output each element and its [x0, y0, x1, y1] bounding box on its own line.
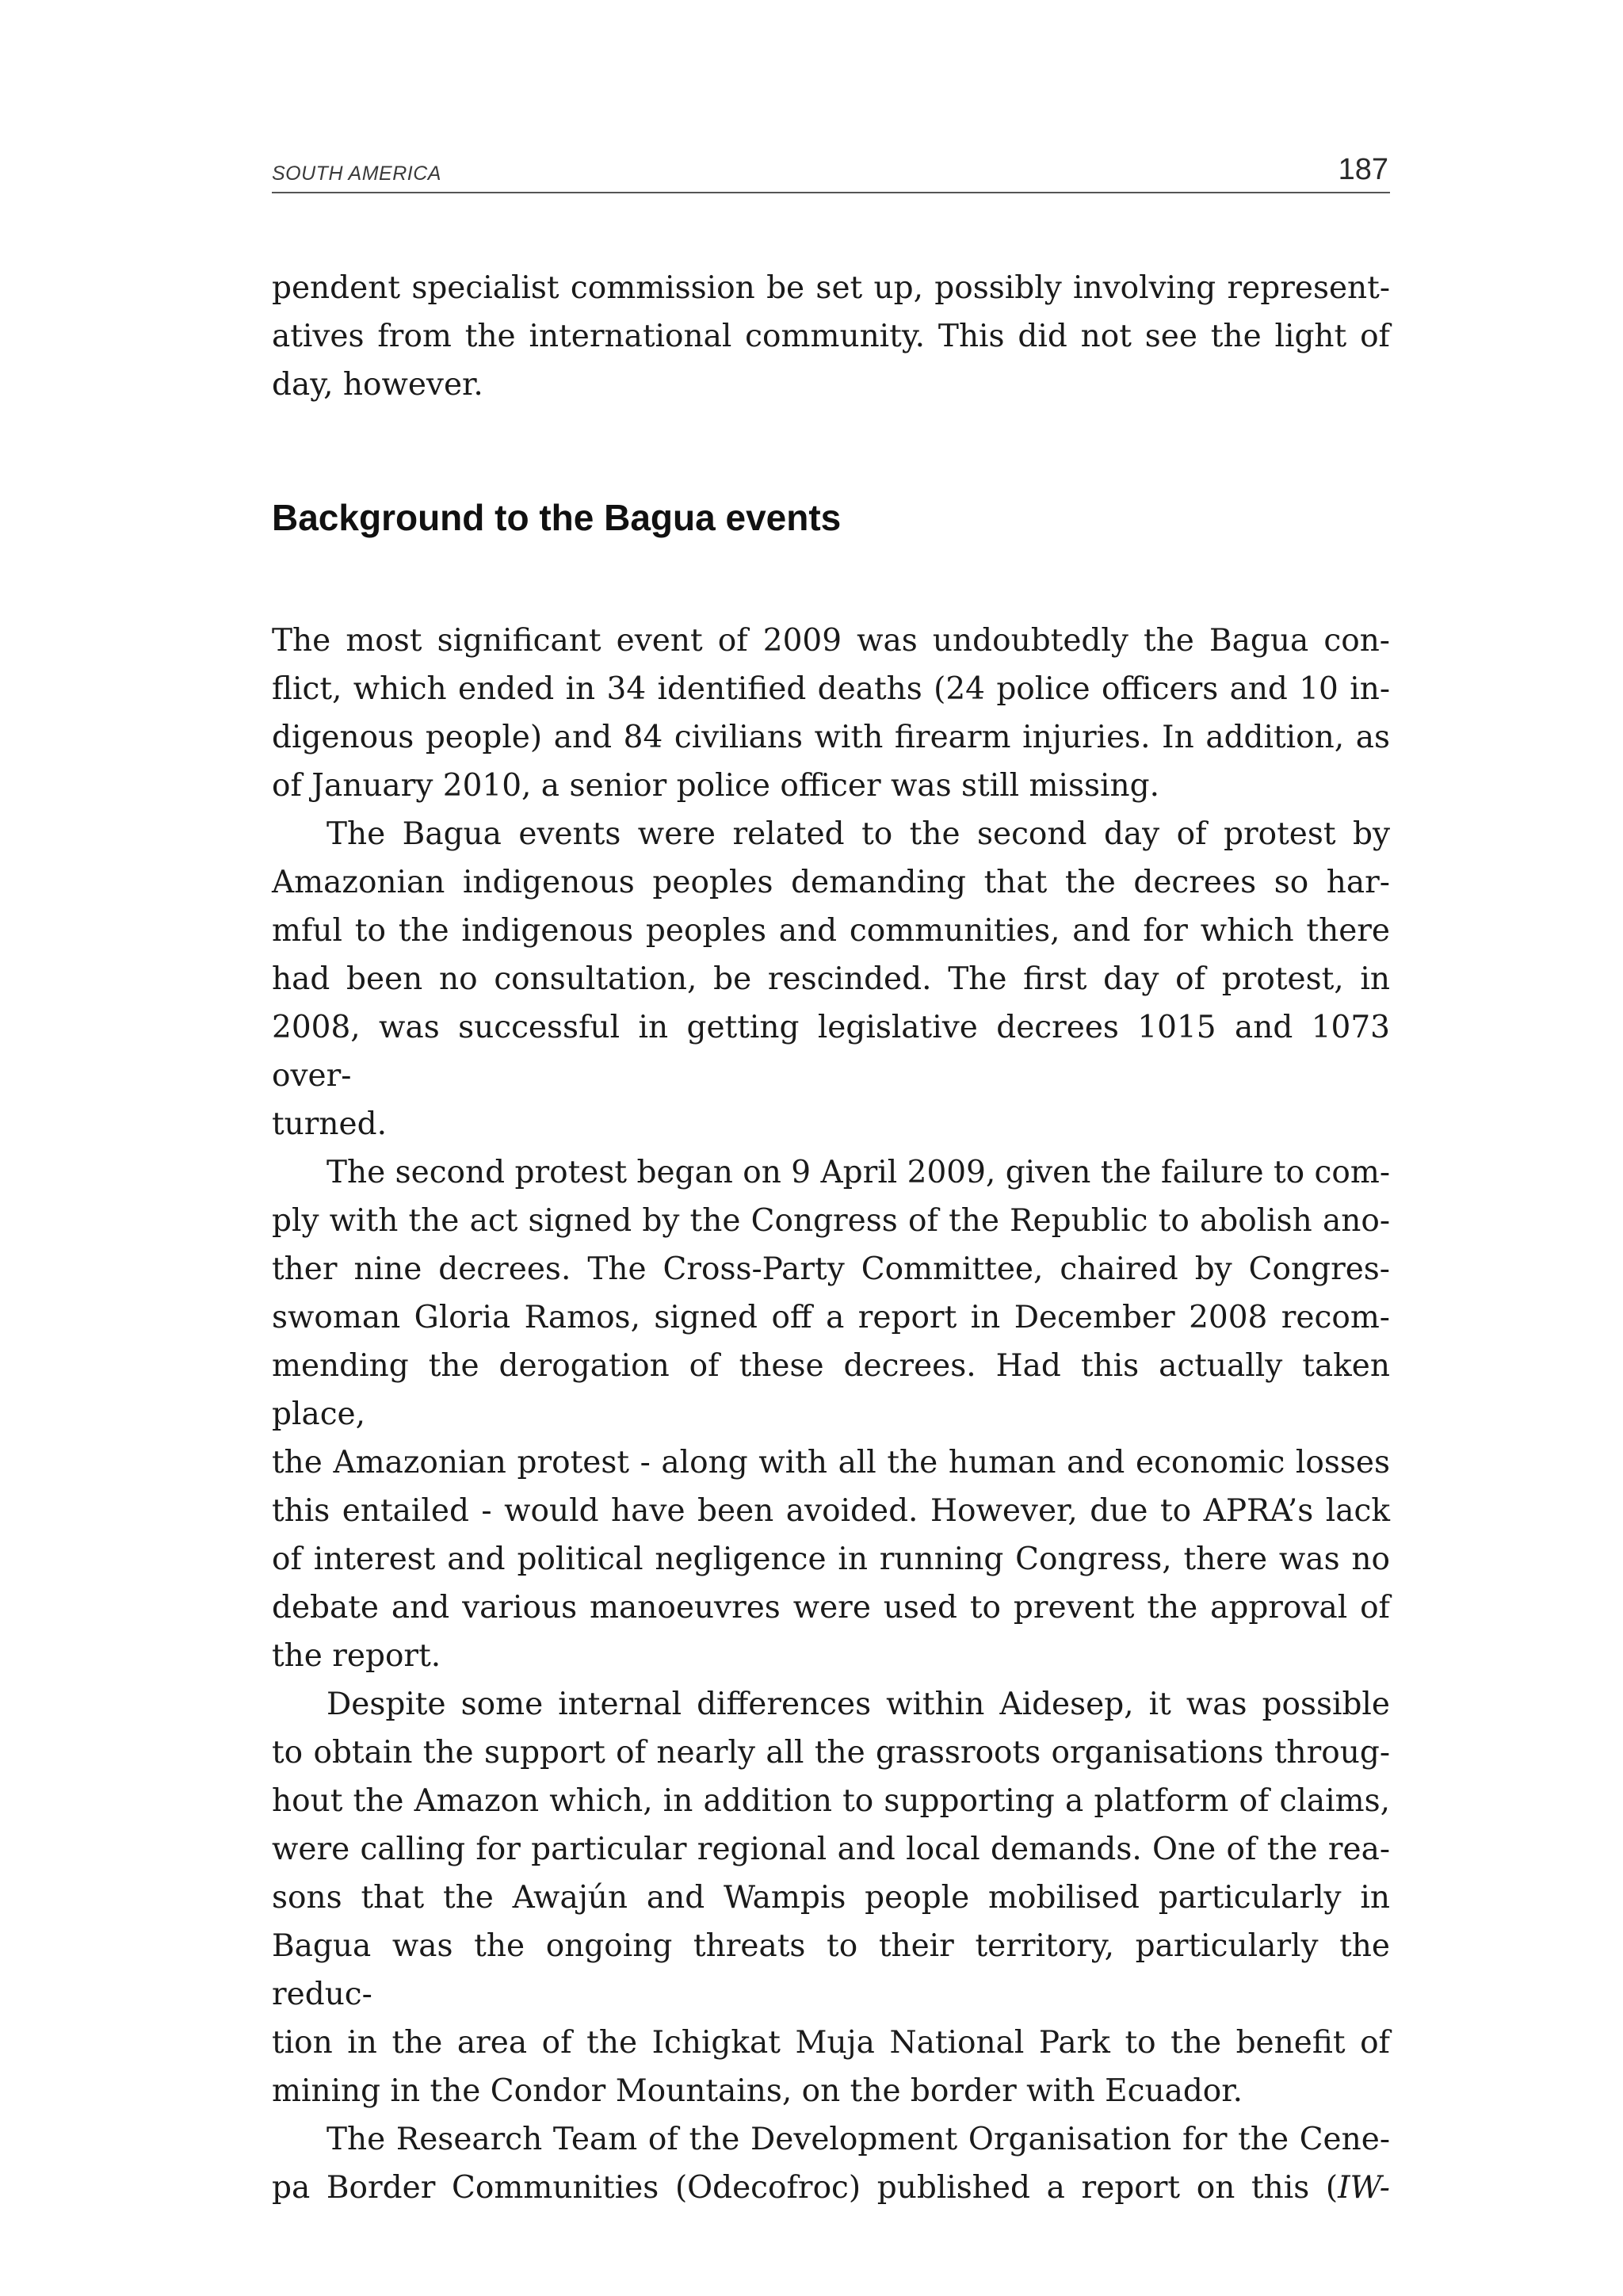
text-line: day, however. — [272, 367, 483, 403]
paragraph-1 — [272, 617, 1390, 810]
text-line: The Research Team of the Development Organisation for the Cene- — [327, 2122, 1390, 2157]
text-line: Amazonian indigenous peoples demanding that the decrees so har- — [272, 865, 1390, 900]
text-line: the Amazonian protest - along with all the human and economic losses — [272, 1445, 1390, 1480]
text-line: 2008, was successful in getting legislative decrees 1015 and 1073 over- — [272, 1010, 1390, 1094]
paragraph-3 — [272, 1148, 1390, 1680]
text-line: debate and various manoeuvres were used to prevent the approval of — [272, 1590, 1390, 1626]
text-line: sons that the Awajún and Wampis people mobilised particularly in — [272, 1880, 1390, 1916]
page-number: 187 — [1338, 153, 1388, 186]
text-line: swoman Gloria Ramos, signed off a report in December 2008 recom- — [272, 1300, 1390, 1335]
text-line: pendent specialist commission be set up, possibly involving represent- — [272, 270, 1390, 306]
text-line: the report. — [272, 1638, 441, 1674]
text-line-body: pa Border Communities (Odecofroc) published a report on this ( — [272, 2170, 1338, 2206]
text-line: mending the derogation of these decrees. Had this actually taken place, — [272, 1348, 1390, 1432]
text-line: The Bagua events were related to the second day of protest by — [327, 816, 1390, 852]
text-line: mful to the indigenous peoples and communities, and for which there — [272, 913, 1390, 949]
text-line: flict, which ended in 34 identified deaths (24 police officers and 10 in- — [272, 671, 1390, 707]
running-head: SOUTH AMERICA — [272, 162, 441, 185]
text-line: had been no consultation, be rescinded. The first day of protest, in — [272, 961, 1390, 997]
text-line: digenous people) and 84 civilians with firearm injuries. In addition, as — [272, 720, 1390, 755]
italic-reference: IW- — [1338, 2170, 1390, 2206]
text-line — [272, 2164, 1390, 2212]
text-line: ther nine decrees. The Cross-Party Committee, chaired by Congres- — [272, 1251, 1390, 1287]
paragraph-4 — [272, 1680, 1390, 2115]
text-line: ply with the act signed by the Congress of the Republic to abolish ano- — [272, 1203, 1390, 1239]
text-line: this entailed - would have been avoided. However, due to APRA’s lack — [272, 1493, 1390, 1529]
text-line: The most significant event of 2009 was undoubtedly the Bagua con- — [272, 623, 1390, 659]
text-line: mining in the Condor Mountains, on the border with Ecuador. — [272, 2073, 1243, 2109]
page-header — [272, 151, 1390, 193]
body-text — [272, 264, 1390, 2212]
text-line: The second protest began on 9 April 2009, given the failure to com- — [327, 1155, 1390, 1190]
text-line: hout the Amazon which, in addition to supporting a platform of claims, — [272, 1783, 1390, 1819]
text-line: Despite some internal differences within Aidesep, it was possible — [327, 1687, 1390, 1722]
section-heading: Background to the Bagua events — [272, 497, 842, 538]
text-line: of January 2010, a senior police officer was still missing. — [272, 768, 1159, 804]
text-line: Bagua was the ongoing threats to their territory, particularly the reduc- — [272, 1928, 1390, 2012]
text-line: of interest and political negligence in running Congress, there was no — [272, 1541, 1390, 1577]
text-line: tion in the area of the Ichigkat Muja National Park to the benefit of — [272, 2025, 1390, 2061]
continuation-paragraph — [272, 264, 1390, 409]
text-line: were calling for particular regional and local demands. One of the rea- — [272, 1832, 1390, 1867]
text-line: turned. — [272, 1106, 387, 1142]
text-line: atives from the international community. This did not see the light of — [272, 319, 1390, 354]
text-line: to obtain the support of nearly all the grassroots organisations throug- — [272, 1735, 1390, 1771]
paragraph-5 — [272, 2115, 1390, 2212]
paragraph-2 — [272, 810, 1390, 1148]
